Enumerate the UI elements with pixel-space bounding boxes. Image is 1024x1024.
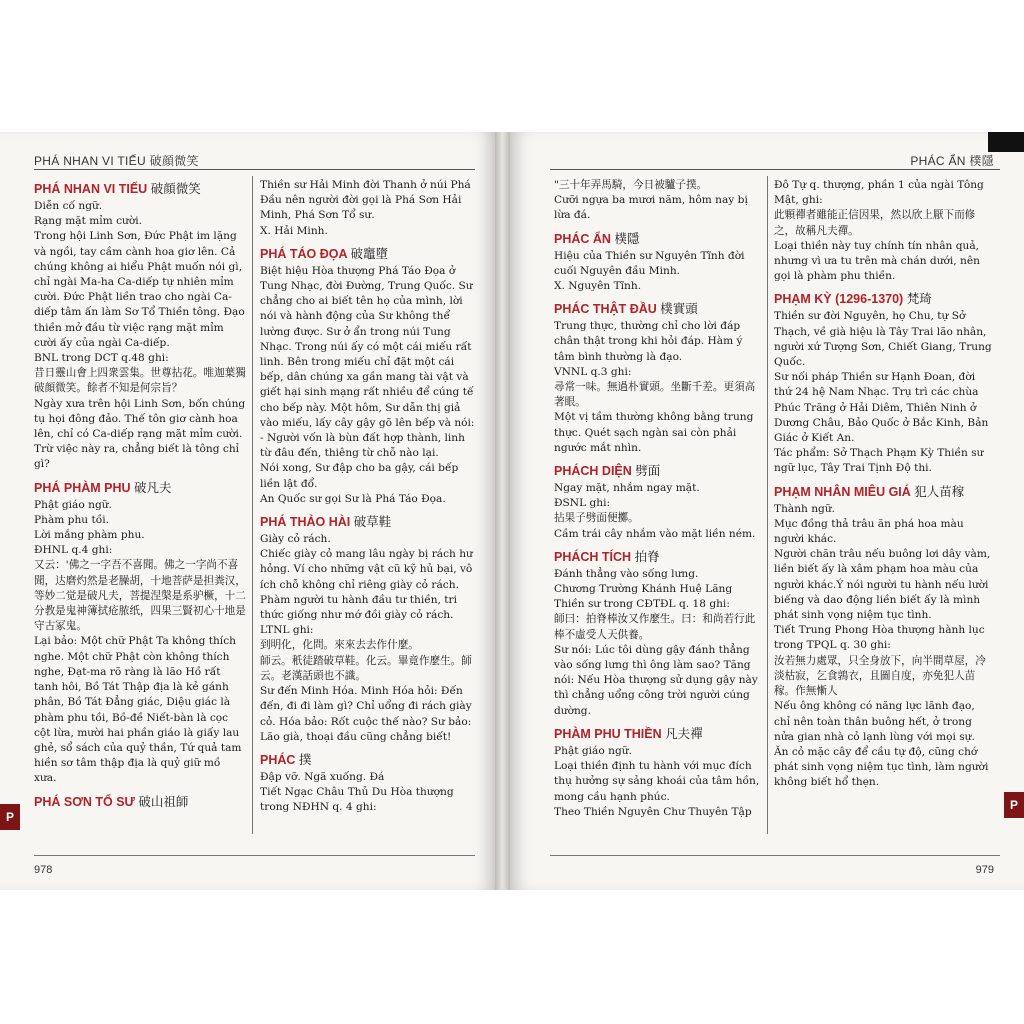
entry-text: 到明化，化問。來來去去作什麼。 — [260, 639, 419, 652]
entry-text: Tác phẩm: Sở Thạch Phạm Kỳ Thiền sư ngữ lục, Tây Trai Tịnh Độ thi. — [774, 447, 984, 475]
headword-hanzi: 破顔微笑 — [150, 181, 201, 196]
entry-text: 此顆禪者雖能正信因果，然以欣上厭下而修之，故稱凡夫禪。 — [774, 209, 976, 237]
entry-text: 師云。秖徒踏破草鞋。化云。畢竟作麼生。師云。老漢話頭也不識。 — [260, 654, 472, 682]
entry-text: X. Hải Minh. — [260, 224, 328, 237]
entry-text: Đô Tự q. thượng, phần 1 của ngài Tông Mật, ghi: — [774, 179, 984, 207]
entry-text: Sư nói: Lúc tôi dùng gậy đánh thẳng vào sống lưng thì ông làm sao? Tăng nói: Nếu Hòa thượng sử dụng gậy này thì chẳng uổng công trời người cúng dường. — [554, 643, 758, 717]
dictionary-entry — [554, 230, 762, 295]
entry-text: X. Nguyên Tĩnh. — [554, 280, 642, 293]
entry-text: Thiền sư Hải Minh đời Thanh ở núi Phá Đầu nên người đời gọi là Phá Sơn Hải Minh, Phá Sơn Tổ sư. — [260, 179, 471, 222]
entry-text: Tiết Ngạc Châu Thủ Du Hòa thượng trong NĐHN q. 4 ghi: — [260, 786, 454, 814]
running-header-left: PHÁ NHAN VI TIẾU 破顔微笑 — [34, 154, 199, 168]
headword-text: PHÁ SƠN TỔ SƯ — [34, 794, 135, 809]
entry-text: Chương Trường Khánh Huệ Lăng Thiền sư trong CĐTĐL q. 18 ghi: — [554, 583, 733, 611]
entry-headword — [260, 245, 478, 263]
entry-text: Trung thực, thường chỉ cho lời đáp chân thật trong khi hỏi đáp. Hàm ý tâm bình thường là đạo. — [554, 320, 743, 363]
dictionary-entry — [260, 513, 478, 745]
entry-text: Hiệu của Thiền sư Nguyên Tĩnh đời cuối Nguyên đầu Minh. — [554, 249, 745, 277]
entry-text: Lời mắng phàm phu. — [34, 529, 145, 542]
running-header-right: PHÁC ẨN 樸隱 — [910, 154, 994, 168]
header-rule — [550, 169, 1000, 170]
entry-text: Người chăn trâu nếu buông lơi dây vàm, liền biết ấy là xâm phạm hoa màu của người khác.Ý nói người tu hành nếu lười biếng và dao động liền biết ấy là mình phát sinh vọng niệm tục tình. — [774, 548, 991, 622]
section-tab-left: P — [0, 804, 20, 830]
entry-text: VNNL q.3 ghi: — [554, 365, 632, 378]
entry-text: An Quốc sư gọi Sư là Phá Táo Đọa. — [260, 492, 446, 505]
entry-text: Phật giáo ngữ. — [34, 498, 112, 511]
entry-text: Một vị tầm thường không bằng trung thực. Quét sạch ngàn sai còn phải ngước mắt nhìn. — [554, 411, 754, 454]
dictionary-entry — [774, 290, 992, 476]
left-column-2 — [260, 176, 478, 866]
entry-text: Mục đồng thả trâu ăn phá hoa màu người khác. — [774, 517, 964, 546]
entry-text: "三十年弄馬騎，今日被驢子撲。 — [554, 179, 708, 191]
background-corner — [988, 132, 1024, 152]
left-page — [0, 132, 495, 890]
headword-text: PHÁC THẬT ĐẦU — [554, 302, 657, 317]
entry-headword — [554, 548, 762, 566]
entry-headword — [260, 751, 478, 769]
entry-text: Đánh thẳng vào sống lưng. — [554, 567, 699, 580]
right-page — [510, 132, 1024, 890]
entry-text: Rạng mặt mỉm cười. — [34, 215, 142, 228]
dictionary-entry — [34, 479, 246, 787]
dictionary-entry — [34, 180, 246, 473]
page-number-left: 978 — [34, 864, 53, 876]
entry-text: Nếu ông không có năng lực lãnh đạo, chỉ nên toàn thân buông hết, ở trong nửa gian nhà cỏ lạnh lùng với mọi sự. Ăn cỏ mặc cây để cầu tự độ, cũng chớ phát sinh vọng niệm tục tình, làm người không biết hổ thẹn. — [774, 700, 989, 789]
entry-text: 又云：'佛之一字吾不喜聞。佛之一字尚不喜聞，达磨灼然是老臊胡，十地菩萨是担粪汉，等妙二觉是破凡夫，菩提涅槃是系驴橛，十二分教是鬼神簿拭疮脓纸，四果三賢初心十地是守古冢鬼。 — [34, 559, 246, 633]
background-top — [0, 0, 1024, 132]
dictionary-entry — [774, 178, 992, 284]
entry-text: Ngay mặt, nhắm ngay mặt. — [554, 482, 700, 495]
entry-text: Cưỡi ngựa ba mươi năm, hôm nay bị lừa đá. — [554, 194, 748, 222]
entry-text: Biệt hiệu Hòa thượng Phá Táo Đọa ở Tung Nhạc, đời Đường, Trung Quốc. Sư chẳng cho ai biết tên họ của mình, lời nói và hành động của Sư không thể lường được. Sư ở ẩn trong núi Tung Nhạc. Trong núi ấy có một cái miếu rất linh. Bên trong miếu chỉ đặt một cái bếp, dân chúng xa gần mang tài vật và giết hại sinh mạng rất nhiều để cúng tế cho bếp này. Một hôm, Sư dẫn thị giả vào miếu, lấy cây gậy gõ lên bếp và nói: — [260, 264, 475, 429]
entry-headword — [34, 793, 246, 811]
entry-text: - Người vốn là bùn đất hợp thành, linh từ đâu đến, thiêng từ chỗ nào lại. — [260, 432, 465, 460]
headword-text: PHẠM NHÂN MIÊU GIÁ — [774, 484, 911, 499]
entry-text: Ngày xưa trên hội Linh Sơn, bốn chúng tụ họi đông đảo. Thế tôn giơ cành hoa lên, chỉ có Ca-diếp rạng mặt mỉm cười. Trừ việc này ra, chẳng biết là tông chỉ gì? — [34, 397, 246, 471]
entry-headword — [774, 290, 992, 308]
headword-hanzi: 破草鞋 — [353, 514, 392, 530]
entry-text: 拈果子劈面便擲。 — [554, 512, 639, 525]
entry-text: Đập vỡ. Ngã xuống. Đá — [260, 770, 385, 783]
entry-text: Phàm phu tồi. — [34, 513, 109, 526]
dictionary-entry — [260, 245, 478, 507]
headword-hanzi: 凡夫禪 — [665, 725, 703, 741]
headword-text: PHÁ PHÀM PHU — [34, 480, 131, 495]
right-column-2 — [774, 176, 992, 866]
headword-text: PHÀM PHU THIỀN — [554, 726, 662, 741]
headword-hanzi: 樸實頭 — [660, 301, 698, 317]
headword-text: PHÁCH DIỆN — [554, 464, 632, 479]
book-spine — [495, 132, 510, 890]
entry-text: LTNL ghi: — [260, 624, 314, 637]
entry-text: 尋常一味。無過朴實頭。坐斷千差。更須高著眼。 — [554, 381, 756, 409]
left-column-1 — [34, 176, 246, 866]
headword-text: PHÁ TÁO ĐỌA — [260, 246, 348, 261]
entry-text: Thiền sư đời Nguyên, họ Chu, tự Sở Thạch, về già hiệu là Tây Trai lão nhân, người xứ Tượng Sơn, Chiết Giang, Trung Quốc. — [774, 310, 992, 369]
dictionary-entry — [554, 178, 762, 224]
headword-hanzi: 梵琦 — [906, 291, 932, 307]
entry-text: Sư nối pháp Thiền sư Hạnh Đoan, đời thứ 24 hệ Nam Nhạc. Trụ trì các chùa Phúc Trăng ở Hải Diêm, Thiên Ninh ở Dương Châu, Bảo Quốc ở Bắc Kinh, Bản Giác ở Kiết An. — [774, 371, 989, 445]
entry-headword — [554, 725, 762, 743]
headword-text: PHÁ THẢO HÀI — [260, 515, 351, 530]
headword-text: PHÁC ẨN — [554, 231, 611, 246]
headword-hanzi: 破竈墮 — [350, 245, 389, 261]
headword-text: PHẠM KỲ (1296-1370) — [774, 292, 904, 307]
headword-text: PHÁCH TÍCH — [554, 549, 632, 564]
entry-headword — [554, 462, 762, 480]
headword-hanzi: 樸隱 — [614, 230, 640, 246]
entry-text: Chiếc giày cỏ mang lâu ngày bị rách hư hỏng. Ví cho những vật cũ kỹ hủ bại, vô ích chỗ không chỉ riêng giày cỏ rách. Phàm người tu hành đầu tư thiền, tri thức giống như mớ đồi giày cỏ rách. — [260, 548, 473, 622]
entry-text: Diễn cố ngữ. — [34, 200, 103, 212]
entry-text: Loại thiền này tuy chính tín nhân quả, nhưng vì ưa tu trên mà chán dưới, nên gọi là phàm phu thiền. — [774, 239, 980, 283]
right-column-1 — [554, 176, 762, 866]
entry-text: Theo Thiền Nguyên Chư Thuyên Tập — [554, 805, 752, 818]
dictionary-entry — [260, 178, 478, 239]
entry-text: Lại bảo: Một chữ Phật Ta không thích nghe. Một chữ Phật còn không thích nghe, Đạt-ma rõ ràng là lão Hồ rất tanh hôi, Bồ Tát Thập địa là kẻ gánh phân, Bồ Tát Đẳng giác, Diệu giác là phàm phu tồi, Bồ-đề Niết-bàn là cọc cột lừa, mười hai phần giáo là giấy lau ghẻ, sổ sách của quỷ thần, Tứ quả tam hiền sơ tâm thập địa là quỷ giữ mồ xưa. — [34, 635, 242, 785]
dictionary-entry — [260, 751, 478, 816]
entry-text: Tiết Trung Phong Hòa thượng hành lục trong TPQL q. 30 ghi: — [774, 624, 985, 652]
headword-hanzi: 劈面 — [635, 463, 661, 479]
dictionary-entry — [34, 793, 246, 811]
footer-rule — [550, 855, 1000, 856]
entry-text: Thành ngữ. — [774, 502, 836, 515]
headword-hanzi: 拍脊 — [634, 548, 660, 564]
dictionary-entry — [554, 548, 762, 719]
section-tab-right: P — [1004, 792, 1024, 818]
footer-rule — [34, 855, 475, 856]
dictionary-entry — [554, 300, 762, 456]
dictionary-entry — [554, 725, 762, 820]
entry-text: 汝若無力處眾，只全身放下，向半間草屋，冷淡枯寂，乞食鶉衣，且圖自度，亦免犯人苗稼。作無慚人 — [774, 654, 986, 698]
entry-headword — [774, 483, 992, 501]
headword-text: PHÁ NHAN VI TIẾU — [34, 182, 148, 196]
entry-text: 師曰：拍脊棒汝又作麼生。曰：和尚若行此棒不虛受人天供養。 — [554, 613, 756, 641]
column-divider — [767, 176, 768, 834]
entry-text: Loại thiền định tu hành với mục đích thụ hưởng sự sảng khoái của tâm hồn, mong cầu hạnh phúc. — [554, 760, 760, 803]
page-number-right: 979 — [975, 864, 994, 876]
entry-headword — [554, 230, 762, 248]
entry-text: Phật giáo ngữ. — [554, 744, 632, 757]
headword-hanzi: 破山祖師 — [138, 793, 189, 809]
entry-text: Nói xong, Sư đập cho ba gậy, cái bếp liền lật đổ. — [260, 462, 459, 490]
entry-headword — [554, 300, 762, 318]
entry-text: ĐSNL ghi: — [554, 497, 611, 510]
entry-headword — [34, 479, 246, 497]
entry-text: Cầm trái cây nhắm vào mặt liền ném. — [554, 527, 756, 540]
header-rule — [34, 169, 475, 170]
headword-hanzi: 破凡夫 — [134, 479, 172, 495]
dictionary-entry — [774, 483, 992, 791]
entry-text: ĐHNL q.4 ghi: — [34, 544, 113, 557]
entry-text: Giày cỏ rách. — [260, 533, 331, 546]
entry-text: BNL trong DCT q.48 ghi: — [34, 352, 169, 365]
dictionary-entry — [554, 462, 762, 542]
entry-text: Sư đến Minh Hóa. Minh Hóa hỏi: Đến đến, đi đi làm gì? Chỉ uổng đi rách giày cỏ. Hóa bảo: Rốt cuộc thế nào? Sư bảo: Lão già, thoại đầu cũng chẳng biết! — [260, 685, 472, 743]
column-divider — [252, 176, 253, 834]
entry-text: Trong hội Linh Sơn, Đức Phật im lặng và ngồi, tay cầm cành hoa giơ lên. Cả chúng không ai hiểu Phật muốn nói gì, chỉ ngài Ma-ha Ca-diếp tự nhiên mỉm cười. Đức Phật liền trao cho ngài Ca-diếp tâm ấn làm Sơ Tổ Thiền tông. Đạo thiền mở đầu từ việc rạng mặt mỉm cười ấy của ngài Ca-diếp. — [34, 230, 245, 349]
headword-hanzi: 犯人苗稼 — [914, 483, 965, 499]
entry-headword — [34, 180, 246, 198]
entry-headword — [260, 513, 478, 531]
entry-text: 昔日靈山會上四衆雲集。世尊拈花。唯迦葉獨破顔微笑。餘者不知是何宗旨？ — [34, 367, 246, 395]
headword-hanzi: 撲 — [298, 751, 312, 767]
headword-text: PHÁC — [260, 752, 296, 767]
